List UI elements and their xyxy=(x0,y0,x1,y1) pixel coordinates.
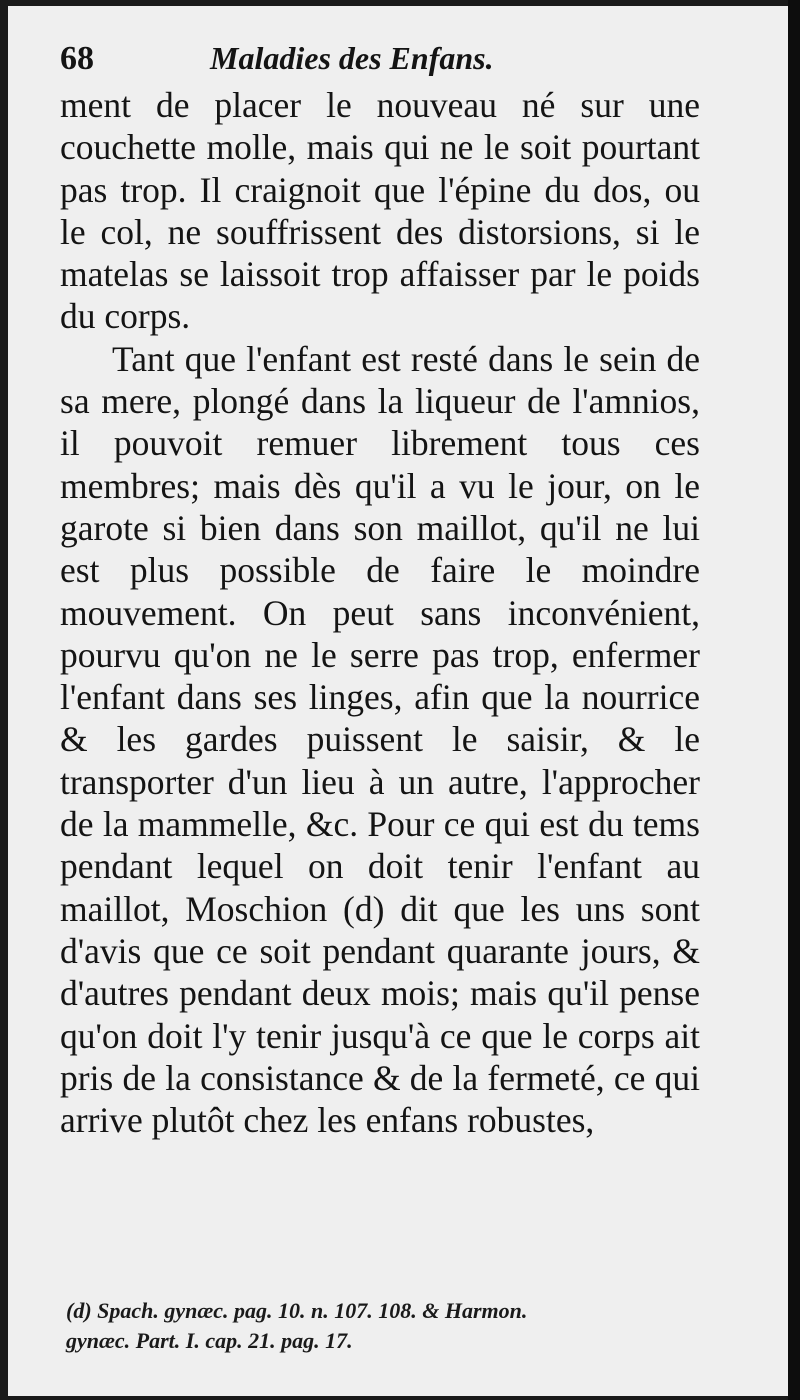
page-edge-shadow xyxy=(788,0,800,1400)
page-header xyxy=(60,40,760,90)
paragraph-swaddling: Tant que l'enfant est resté dans le sein de sa mere, plongé dans la liqueur de l'amnios, il pouvoit remuer librement tous ces membres; mais dès qu'il a vu le jour, on le garote si bien dans son maillot, qu'il ne lui est plus possible de faire le moindre mouvement. On peut sans inconvénient, pourvu qu'on ne le serre pas trop, enfermer l'enfant dans ses linges, afin que la nourrice & les gardes puissent le saisir, & le transporter d'un lieu à un autre, l'approcher de la mammelle, &c. Pour ce qui est du tems pendant lequel on doit tenir l'enfant au maillot, Moschion (d) dit que les uns sont d'avis que ce soit pendant quarante jours, & d'autres pendant deux mois; mais qu'il pense qu'on doit l'y tenir jusqu'à ce que le corps ait pris de la consistance & de la fermeté, ce qui arrive plutôt chez les enfans robustes, xyxy=(60,338,700,1141)
running-title: Maladies des Enfans. xyxy=(210,40,494,76)
footnote xyxy=(66,1296,716,1356)
footnote-line-1: (d) Spach. gynæc. pag. 10. n. 107. 108. & Harmon. xyxy=(66,1298,528,1323)
footnote-line-2: gynæc. Part. I. cap. 21. pag. 17. xyxy=(66,1328,353,1353)
page-number: 68 xyxy=(60,40,94,77)
paragraph-continuation: ment de placer le nouveau né sur une couchette molle, mais qui ne le soit pourtant pas trop. Il craignoit que l'épine du dos, ou le col, ne souffrissent des distorsions, si le matelas se laissoit trop affaisser par le poids du corps. xyxy=(60,85,700,337)
book-page xyxy=(8,6,788,1396)
body-text xyxy=(60,84,700,1141)
